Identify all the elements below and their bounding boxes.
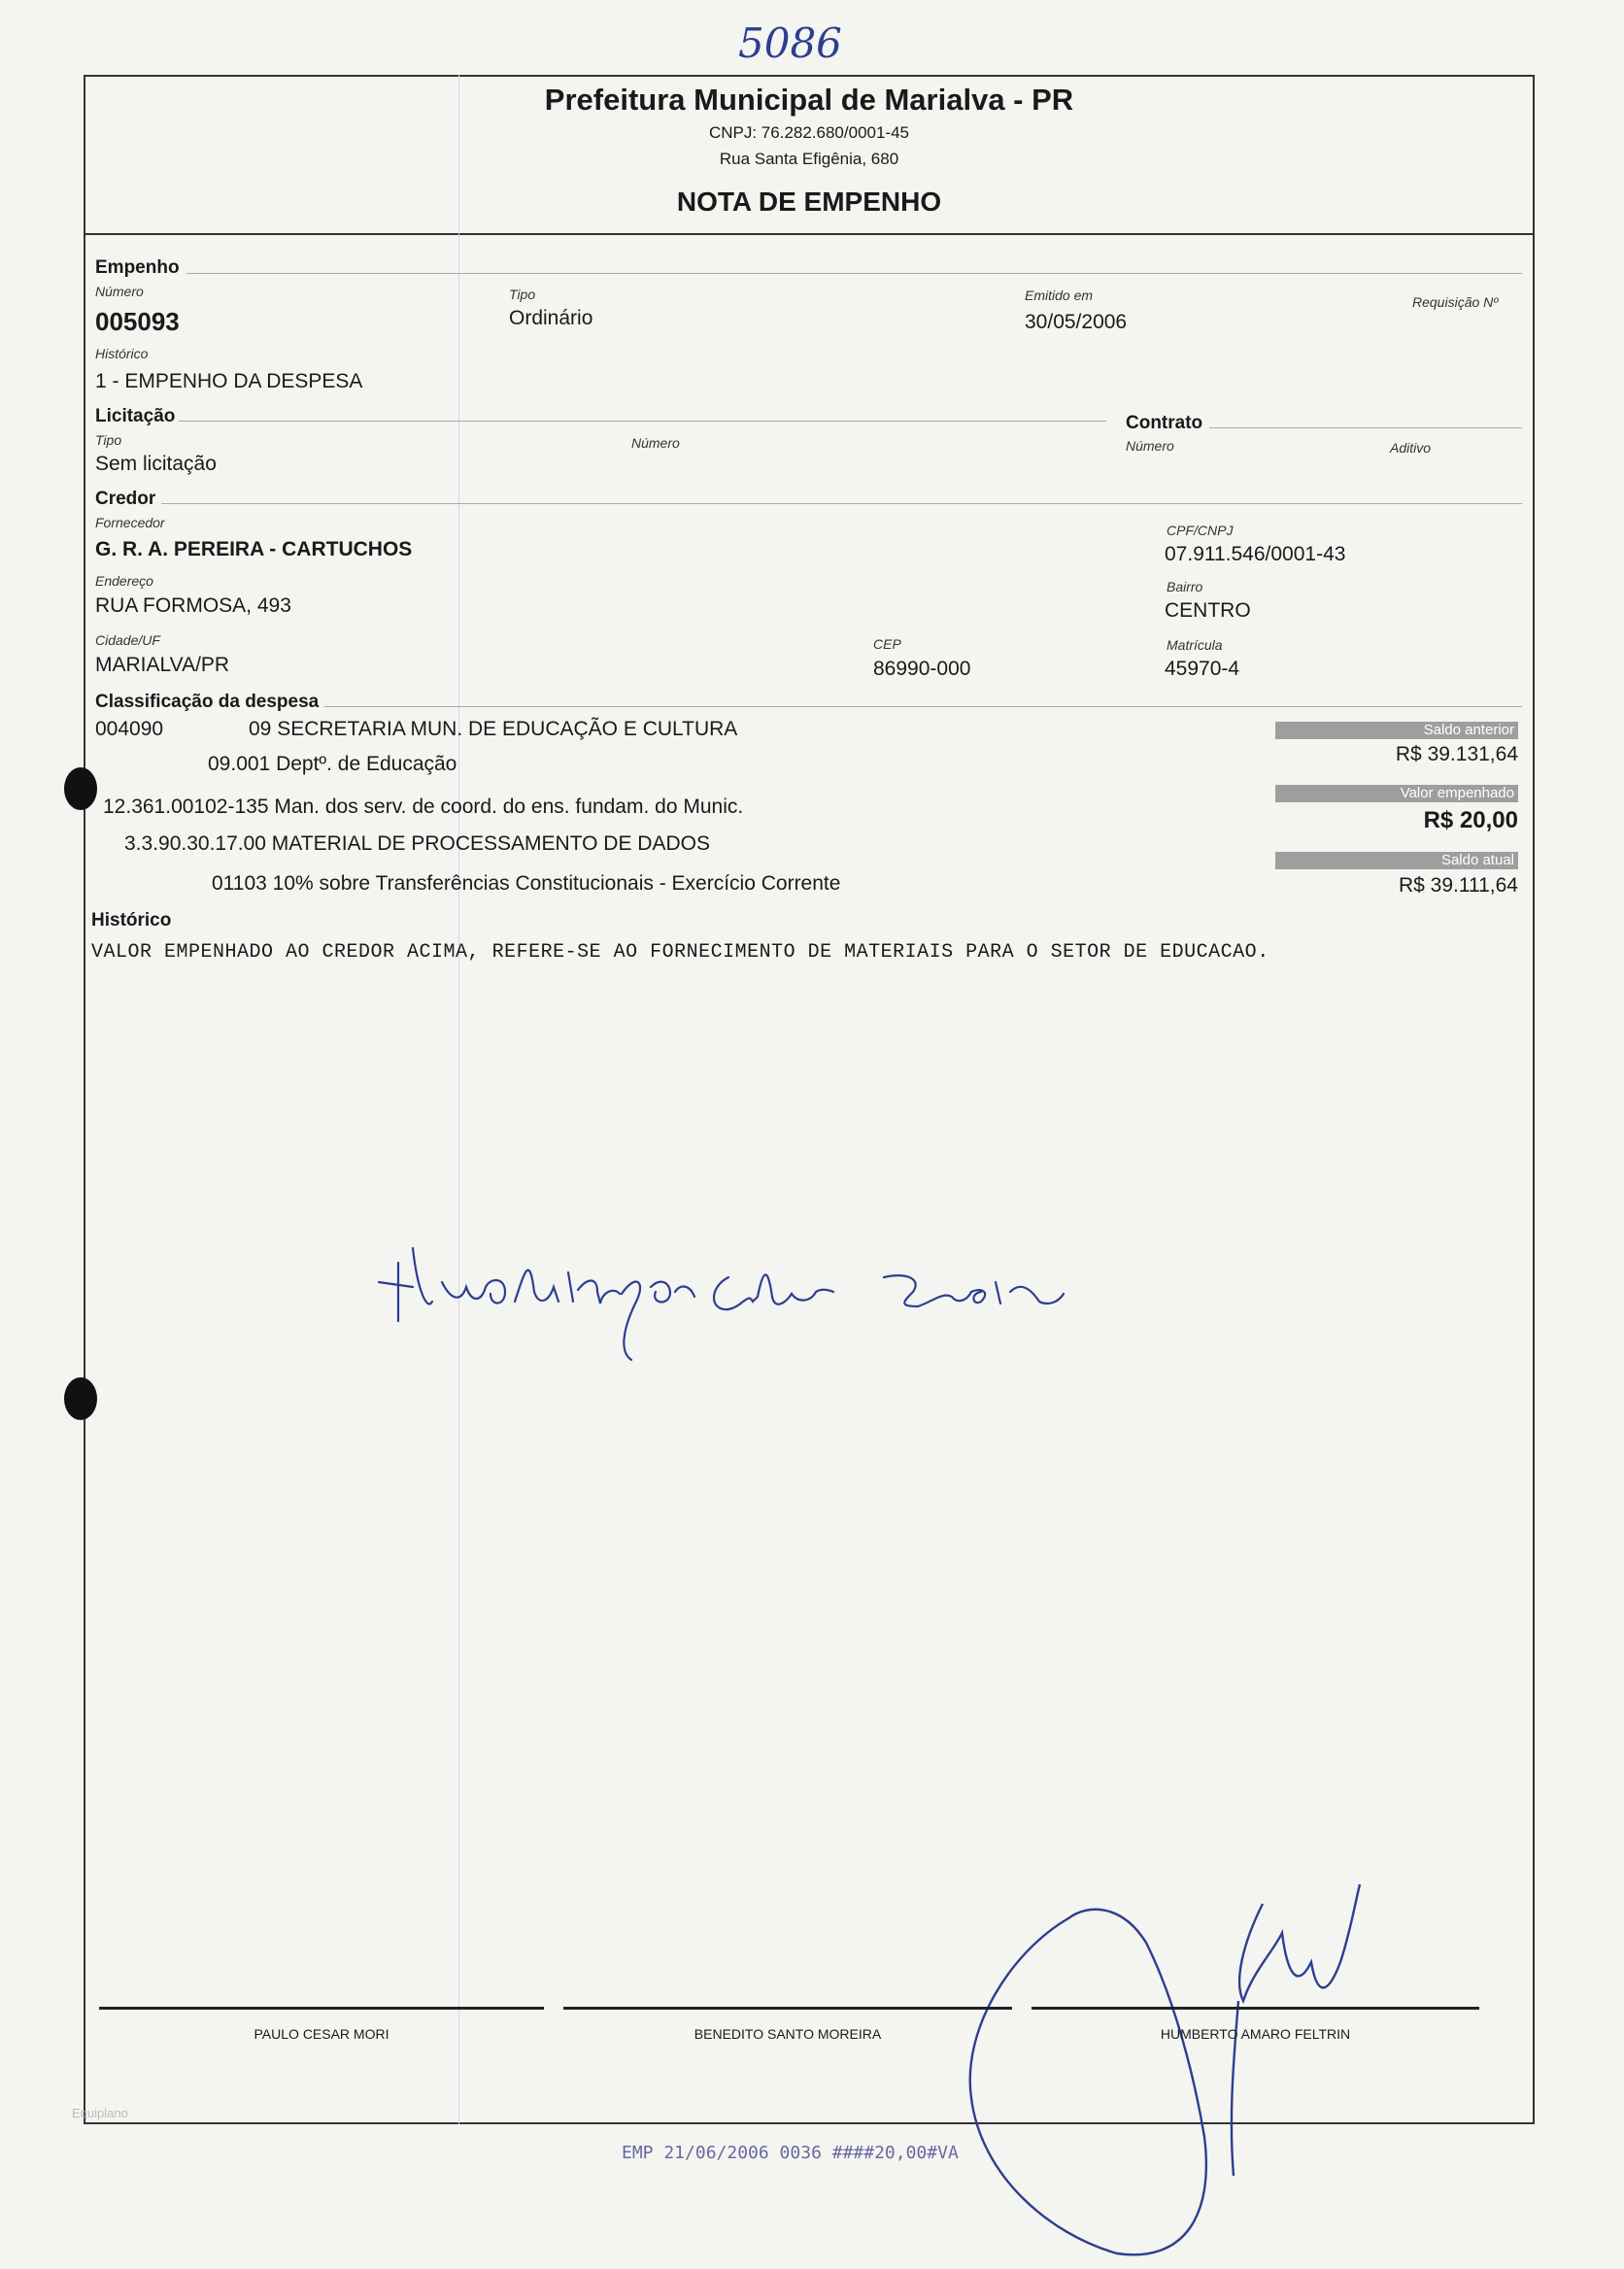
emitido-label: Emitido em: [1025, 288, 1094, 303]
endereco-label: Endereço: [95, 573, 153, 589]
historico-section-label: Histórico: [91, 910, 172, 931]
bairro-label: Bairro: [1167, 579, 1203, 594]
classificacao-line3: 12.361.00102-135 Man. dos serv. de coord. do ens. fundam. do Munic.: [103, 796, 744, 818]
licitacao-numero-label: Número: [631, 435, 680, 451]
saldo-anterior-value: R$ 39.131,64: [1395, 743, 1518, 765]
handwritten-signature: [359, 1234, 1253, 1379]
classificacao-line2: 09.001 Deptº. de Educação: [208, 753, 457, 775]
tipo-value: Ordinário: [509, 307, 593, 329]
classificacao-line1: 09 SECRETARIA MUN. DE EDUCAÇÃO E CULTURA: [249, 718, 738, 740]
cpf-label: CPF/CNPJ: [1167, 523, 1234, 538]
contrato-section-label: Contrato: [1126, 413, 1203, 433]
classificacao-line5: 01103 10% sobre Transferências Constitucionais - Exercício Corrente: [212, 872, 841, 895]
classificacao-section-label: Classificação da despesa: [95, 692, 320, 712]
signature-line: [563, 2007, 1012, 2010]
section-rule: [324, 706, 1522, 707]
saldo-anterior-label: Saldo anterior: [1275, 722, 1518, 739]
licitacao-tipo-label: Tipo: [95, 432, 122, 448]
cidade-value: MARIALVA/PR: [95, 654, 230, 676]
classificacao-line4: 3.3.90.30.17.00 MATERIAL DE PROCESSAMENTO DE DADOS: [124, 832, 710, 855]
section-rule: [161, 503, 1522, 504]
cep-value: 86990-000: [873, 658, 971, 680]
licitacao-section-label: Licitação: [95, 406, 176, 426]
section-rule: [179, 421, 1106, 422]
valor-empenhado-label: Valor empenhado: [1275, 785, 1518, 802]
software-footer: Equiplano: [72, 2106, 128, 2120]
numero-label: Número: [95, 284, 144, 299]
processing-stamp: EMP 21/06/2006 0036 ####20,00#VA: [622, 2143, 959, 2163]
valor-empenhado-value: R$ 20,00: [1423, 807, 1518, 833]
signatory-name: HUMBERTO AMARO FELTRIN: [1160, 2026, 1351, 2042]
credor-section-label: Credor: [95, 489, 156, 509]
saldo-atual-label: Saldo atual: [1275, 852, 1518, 869]
matricula-label: Matrícula: [1167, 637, 1223, 653]
historico-label: Histórico: [95, 346, 149, 361]
punch-hole: [64, 767, 97, 810]
historico-text: VALOR EMPENHADO AO CREDOR ACIMA, REFERE-SE AO FORNECIMENTO DE MATERIAIS PARA O SETOR DE EDUCACAO.: [91, 941, 1269, 964]
historico-value: 1 - EMPENHO DA DESPESA: [95, 370, 363, 392]
saldo-atual-value: R$ 39.111,64: [1399, 874, 1518, 897]
punch-hole: [64, 1377, 97, 1420]
requisicao-label: Requisição Nº: [1412, 294, 1499, 310]
section-rule: [186, 273, 1522, 274]
fornecedor-label: Fornecedor: [95, 515, 165, 530]
municipality-title: Prefeitura Municipal de Marialva - PR: [544, 83, 1074, 117]
cidade-label: Cidade/UF: [95, 632, 160, 648]
cep-label: CEP: [873, 636, 901, 652]
signature-line: [1032, 2007, 1479, 2010]
address-line: Rua Santa Efigênia, 680: [719, 150, 899, 168]
empenho-number: 005093: [95, 307, 180, 336]
header-separator: [84, 233, 1535, 235]
signatory-name: PAULO CESAR MORI: [254, 2026, 389, 2042]
bairro-value: CENTRO: [1165, 599, 1251, 622]
empenho-section-label: Empenho: [95, 257, 180, 278]
signatory-name: BENEDITO SANTO MOREIRA: [694, 2026, 882, 2042]
tipo-label: Tipo: [509, 287, 536, 302]
emitido-value: 30/05/2006: [1025, 311, 1128, 333]
endereco-value: RUA FORMOSA, 493: [95, 594, 291, 617]
contrato-aditivo-label: Aditivo: [1390, 440, 1432, 456]
handwritten-page-number: 5086: [738, 19, 842, 67]
matricula-value: 45970-4: [1165, 658, 1240, 680]
document-title: NOTA DE EMPENHO: [676, 186, 942, 217]
contrato-numero-label: Número: [1126, 438, 1174, 454]
cpf-value: 07.911.546/0001-43: [1165, 543, 1346, 565]
licitacao-tipo-value: Sem licitação: [95, 453, 217, 475]
section-rule: [1209, 427, 1522, 428]
fold-line: [458, 75, 459, 2124]
cnpj-line: CNPJ: 76.282.680/0001-45: [708, 123, 910, 142]
signature-line: [99, 2007, 544, 2010]
classificacao-code: 004090: [95, 718, 164, 740]
fornecedor-value: G. R. A. PEREIRA - CARTUCHOS: [95, 538, 413, 560]
